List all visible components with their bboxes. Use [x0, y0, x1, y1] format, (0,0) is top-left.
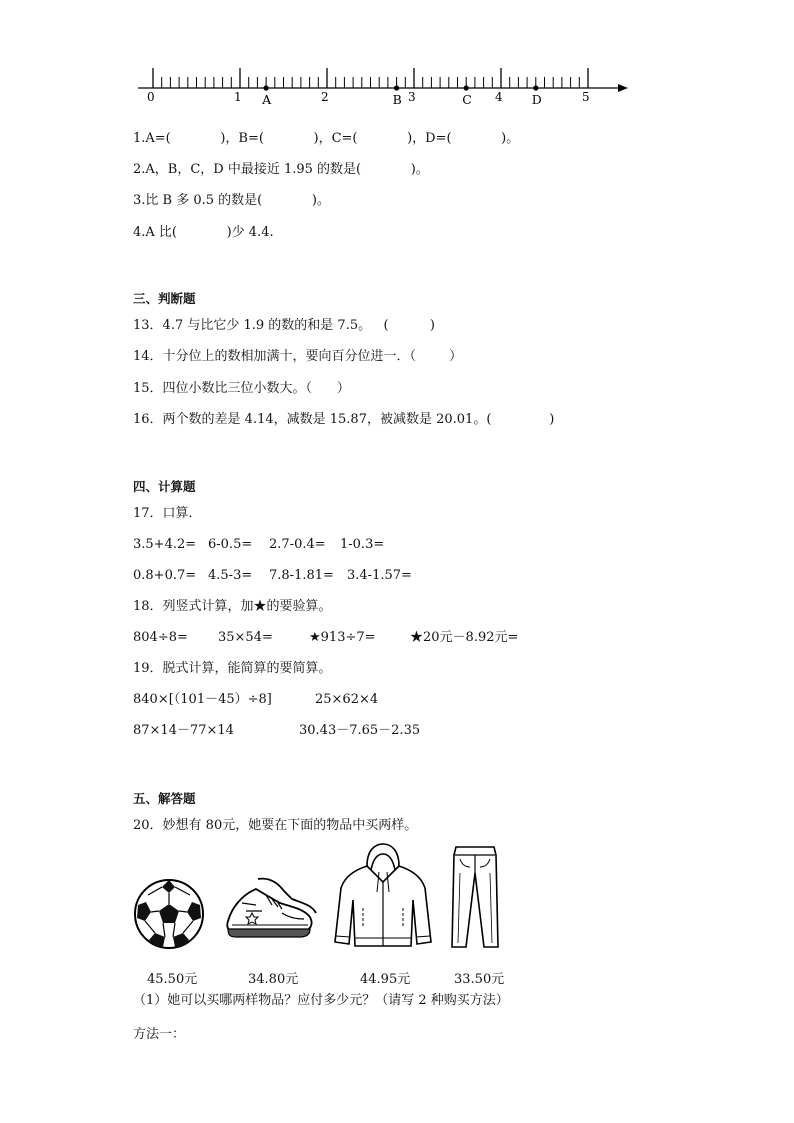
question-3: 3.比 B 多 0.5 的数是( )。 [133, 193, 330, 208]
section-4-heading: 四、计算题 [133, 479, 196, 494]
tick-label: 3 [408, 90, 416, 104]
tick-label: 5 [582, 90, 590, 104]
question-2: 2.A，B，C，D 中最接近 1.95 的数是( )。 [133, 162, 429, 177]
point-d-label: D [531, 92, 542, 107]
price-soccer-ball: 45.50元 [147, 972, 198, 987]
point-a-label: A [262, 92, 272, 107]
trousers-icon [448, 843, 502, 951]
vertical-calc-item: 35×54= [218, 630, 273, 645]
method-one-label: 方法一： [133, 1027, 186, 1042]
number-line-tick-labels [147, 90, 590, 104]
oral-calc-item: 2.7-0.4= [269, 537, 326, 552]
vertical-calc-item: 804÷8= [133, 630, 188, 645]
point-c-label: C [462, 92, 472, 107]
question-20-part-1: （1）她可以买哪两样物品？应付多少元？（请写 2 种购买方法） [133, 993, 509, 1008]
tick-label: 0 [147, 90, 155, 104]
point-a-dot [264, 85, 269, 90]
hoodie-jacket-icon [333, 842, 433, 950]
point-d-dot [533, 85, 538, 90]
question-16: 16．两个数的差是 4.14，减数是 15.87，被减数是 20.01。( ) [133, 412, 555, 427]
section-5-heading: 五、解答题 [133, 791, 196, 806]
stepwise-calc-item: 87×14－77×14 [133, 723, 234, 738]
number-line-arrow [618, 84, 628, 92]
point-b-dot [394, 85, 399, 90]
oral-calc-item: 0.8+0.7= [133, 568, 197, 583]
tick-label: 1 [234, 90, 242, 104]
question-15: 15．四位小数比三位小数大。（ ） [133, 381, 350, 396]
oral-calc-item: 4.5-3= [208, 568, 253, 583]
question-1: 1.A=( )，B=( )，C=( )，D=( )。 [133, 131, 520, 146]
question-20: 20．妙想有 80元，她要在下面的物品中买两样。 [133, 818, 418, 833]
oral-calc-item: 1-0.3= [340, 537, 385, 552]
question-14: 14．十分位上的数相加满十，要向百分位进一．（ ） [133, 349, 463, 364]
question-17: 17．口算． [133, 506, 202, 521]
number-line-ticks [153, 68, 588, 88]
oral-calc-item: 3.5+4.2= [133, 537, 197, 552]
stepwise-calc-item: 30.43－7.65－2.35 [299, 723, 421, 738]
price-trousers: 33.50元 [454, 972, 505, 987]
point-c-dot [464, 85, 469, 90]
stepwise-calc-item: 25×62×4 [315, 692, 379, 707]
stepwise-calc-item: 840×[（101－45）÷8] [133, 692, 272, 707]
question-19: 19．脱式计算，能简算的要简算。 [133, 661, 332, 676]
point-b-label: B [392, 92, 402, 107]
vertical-calc-item: ★20元－8.92元= [410, 630, 519, 645]
question-18: 18．列竖式计算，加★的要验算。 [133, 599, 332, 614]
oral-calc-item: 6-0.5= [208, 537, 253, 552]
price-sneakers: 34.80元 [248, 972, 299, 987]
question-4: 4.A 比( )少 4.4. [133, 225, 274, 240]
tick-label: 2 [321, 90, 329, 104]
price-hoodie-jacket: 44.95元 [360, 972, 411, 987]
oral-calc-item: 7.8-1.81= [269, 568, 334, 583]
section-3-heading: 三、判断题 [133, 291, 196, 306]
oral-calc-item: 3.4-1.57= [347, 568, 412, 583]
sneakers-icon [222, 873, 320, 945]
question-13: 13．4.7 与比它少 1.9 的数的和是 7.5。 ( ) [133, 318, 435, 333]
tick-label: 4 [495, 90, 503, 104]
soccer-ball-icon [133, 877, 205, 951]
number-line [130, 58, 635, 113]
vertical-calc-item: ★913÷7= [309, 630, 376, 645]
